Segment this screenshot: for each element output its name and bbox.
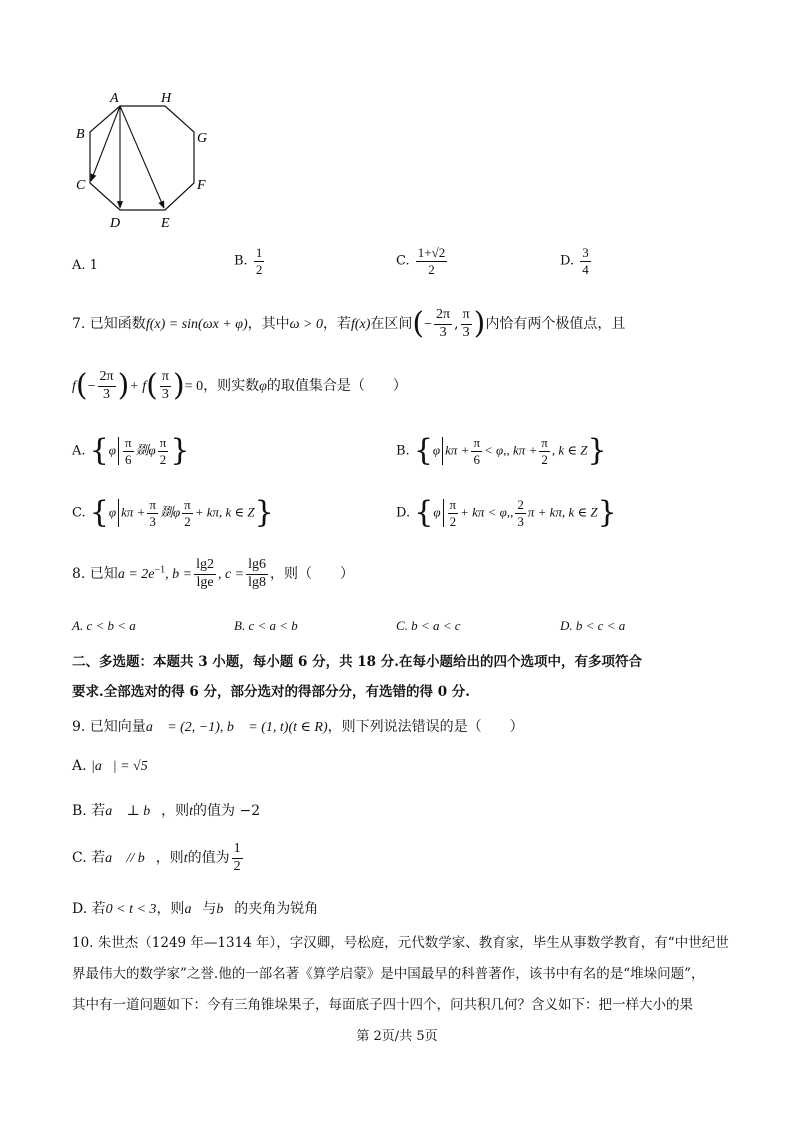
q7-line2-num1: 2π	[98, 370, 116, 387]
q9-option-a-letter: A.	[72, 758, 87, 774]
q7-option-a-phi: φ	[108, 442, 116, 458]
q6-option-c-den: 2	[428, 261, 435, 277]
q7-option-d-den2: 3	[517, 513, 524, 529]
q6-option-b-num: 1	[255, 245, 263, 260]
vertex-label-f: F	[197, 178, 206, 193]
q9-option-b-t: t	[189, 804, 194, 819]
q9-option-d-a: a⃗	[184, 902, 203, 917]
vertex-label-d: D	[110, 216, 121, 231]
q7-option-d: D. {φ $\frac{\pi}{2}$ + kπ < φ,, $\frac{2}{3}$ π + kπ, k ∈ Z}	[396, 495, 617, 531]
q7-option-b-den2: 2	[541, 451, 548, 467]
q6-option-c-num: 1+√2	[417, 245, 446, 260]
q9-option-d-mid: ，则	[156, 901, 185, 917]
q9-option-b-text: B. 若	[72, 803, 106, 819]
q8-b-den: lge	[196, 574, 214, 590]
q9-option-c-t: t	[183, 851, 188, 867]
q9-option-a-expr: |a⃗| = √5	[91, 759, 148, 774]
q7-option-d-mid: + kπ < φ,,	[460, 504, 514, 520]
q6-option-a: A. 1	[72, 258, 98, 273]
q7-line2-den1: 3	[103, 386, 111, 402]
q6-option-d-letter: D.	[560, 253, 575, 269]
q9-option-c-den: 2	[233, 858, 241, 874]
q9-stem	[72, 716, 524, 736]
q6-option-b	[234, 246, 266, 276]
q7-option-b-phi: φ	[432, 442, 441, 458]
q9-vectors: a⃗ = (2, −1), b⃗ = (1, t)(t ∈ R)	[145, 720, 328, 735]
q7-option-a-letter: A.	[72, 443, 86, 459]
q10-line1: 10. 朱世杰（1249 年—1314 年），字汉卿，号松庭，元代数学家、教育家，毕生从事数学教育，有“中世纪世	[72, 935, 729, 951]
vertex-label-b: B	[76, 127, 85, 142]
q7-option-b-k: kπ +	[445, 442, 470, 458]
q7-option-b-num2: π	[541, 435, 548, 450]
q7-option-d-letter: D.	[396, 505, 411, 521]
q7-option-d-den: 2	[449, 513, 457, 529]
q7-mid: ，其中	[247, 316, 290, 333]
vertex-label-a: A	[110, 91, 119, 106]
q9-option-d-expr: 0 < t < 3	[105, 902, 157, 917]
q6-option-b-letter: B.	[234, 253, 248, 269]
q7-suffix: 内恰有两个极值点，且	[485, 316, 626, 333]
q9-option-b-expr: a⃗ ⊥ b⃗	[105, 804, 162, 819]
q9-option-c-num: 1	[232, 842, 243, 859]
q7-option-a-num2: π	[159, 435, 167, 450]
q7-option-b-letter: B.	[396, 443, 410, 459]
q6-option-c	[396, 246, 449, 276]
octagon-figure	[70, 88, 220, 233]
q8-suffix: ，则（ ）	[270, 566, 355, 583]
q7-prefix: 7. 已知函数	[72, 316, 146, 333]
q8-a-sup: −1	[154, 564, 166, 576]
q7-option-a-den2: 2	[159, 451, 167, 467]
q7-line2-num2: π	[160, 370, 171, 387]
q7-stem-line2: f(− $\frac{2\pi}{3}$ )+ f( $\frac{\pi}{3}$ )= 0，则实数φ的取值集合是（ ）	[72, 368, 407, 404]
q7-option-a-mid: 剟φ	[135, 442, 156, 458]
q7-mid2: ，若	[322, 316, 351, 333]
q7-option-c-phi: φ	[108, 504, 117, 520]
q8-c-label: , c =	[217, 567, 245, 583]
q9-option-a	[72, 758, 148, 775]
q7-line2-eq: = 0	[184, 379, 204, 395]
q7-line2-neg: −	[87, 379, 96, 395]
q8-b-num: lg2	[194, 558, 216, 575]
q9-option-d-end: 的夹角为锐角	[234, 901, 319, 917]
q7-option-c-letter: C.	[72, 505, 86, 521]
page-footer: 第 2页/共 5页	[356, 1029, 438, 1044]
q8-option-a: A. c < b < a	[72, 618, 136, 633]
q6-option-d	[560, 246, 593, 276]
q10-line2: 界最伟大的数学家”之誉.他的一部名著《算学启蒙》是中国最早的科普著作，该书中有名的是“堆垛问题”，	[72, 966, 705, 982]
q7-condition: ω > 0	[289, 317, 323, 333]
vertex-label-e: E	[161, 216, 170, 231]
vertex-label-g: G	[197, 131, 208, 146]
q7-option-d-num2: 2	[517, 497, 524, 512]
q7-option-c-k: kπ +	[121, 504, 146, 520]
q7-option-c-mid: 剟φ	[159, 504, 181, 520]
q6-option-d-num: 3	[582, 245, 589, 260]
q9-option-c-expr: a⃗ // b⃗	[105, 851, 156, 867]
q7-line2-end: 的取值集合是（ ）	[266, 378, 407, 395]
vector-ae	[120, 106, 164, 208]
q7-option-a-num: π	[124, 435, 132, 450]
q7-option-d-phi: φ	[433, 504, 441, 520]
q7-interval-neg: −	[424, 317, 433, 333]
q6-option-c-letter: C.	[396, 253, 410, 269]
q9-option-b-end: 的值为 −2	[193, 803, 261, 819]
q8-option-c: C. b < a < c	[396, 618, 461, 633]
q7-option-b: B. {φ kπ + $\frac{\pi}{6}$ < φ,, kπ + $\frac{\pi}{2}$ , k ∈ Z}	[396, 433, 607, 469]
q9-option-d	[72, 898, 318, 918]
q8-c-den: lg8	[248, 574, 267, 590]
q7-option-c-den2: 2	[184, 513, 191, 529]
q7-option-b-den: 6	[473, 451, 480, 467]
q8-option-d: D. b < c < a	[560, 618, 626, 633]
q7-line2-den2: 3	[161, 386, 169, 402]
q9-option-b-mid: ，则	[161, 803, 190, 819]
q6-option-b-den: 2	[255, 261, 263, 277]
q9-option-c	[72, 842, 245, 874]
q8-a-expr: a = 2e	[117, 567, 155, 583]
q9-suffix: ，则下列说法错误的是（ ）	[327, 719, 524, 735]
q7-option-c-den: 3	[149, 513, 156, 529]
q9-option-c-end: 的值为	[187, 850, 230, 867]
q7-line2-plus: + f	[129, 379, 147, 395]
q9-option-b	[72, 800, 260, 820]
q10-line3: 其中有一道问题如下：今有三角锥垛果子，每面底子四十四个，问共积几何？含义如下：把一样大小的果	[72, 997, 693, 1013]
q7-option-b-end: , k ∈ Z	[551, 442, 588, 458]
q8-stem	[72, 558, 354, 590]
q8-b-label: , b =	[165, 567, 193, 583]
q8-option-b: B. c < a < b	[234, 618, 298, 633]
q8-prefix: 8. 已知	[72, 566, 118, 583]
q7-line2-phi: φ	[259, 379, 267, 395]
q7-option-d-num: π	[449, 497, 457, 512]
section2-heading-line1: 二、多选题：本题共 3 小题，每小题 6 分，共 18 分.在每小题给出的四个选项中，有多项符合	[72, 654, 642, 670]
section2-heading-line2: 要求.全部选对的得 6 分，部分选对的得部分分，有选错的得 0 分.	[72, 684, 470, 700]
q7-function: f(x) = sin(ωx + φ)	[145, 317, 248, 333]
q9-option-d-text: D. 若	[72, 901, 106, 917]
q7-interval-num2: π	[461, 308, 472, 325]
vertex-label-h: H	[161, 91, 172, 106]
q7-interval-den2: 3	[462, 324, 470, 340]
q7-option-a: A. {φ $\frac{\pi}{6}$ 剟φ $\frac{\pi}{2}$ }	[72, 433, 190, 469]
q7-option-c-num: π	[149, 497, 156, 512]
q7-option-b-mid: < φ,, kπ +	[484, 442, 538, 458]
q9-option-c-text: C. 若	[72, 850, 106, 867]
q8-c-num: lg6	[246, 558, 268, 575]
q9-option-d-b: b⃗	[216, 902, 235, 917]
q7-option-d-end: π + kπ, k ∈ Z	[527, 504, 598, 520]
q7-interval-den1: 3	[439, 324, 447, 340]
q7-option-c-num2: π	[184, 497, 191, 512]
q7-interval-sep: ,	[454, 316, 459, 333]
q6-option-d-den: 4	[582, 261, 589, 277]
q7-option-b-num: π	[473, 435, 481, 450]
q7-fx: f(x)	[350, 317, 371, 333]
q7-line2-suffix: ，则实数	[203, 378, 260, 395]
q9-prefix: 9. 已知向量	[72, 719, 146, 735]
q7-stem-line1: 7. 已知函数f(x) = sin(ωx + φ)，其中ω > 0，若f(x)在区间(− $\frac{2\pi}{3}$ , $\frac{\pi}{3}$ )内恰有两个极值点，且	[72, 306, 626, 342]
q7-option-c-end: + kπ, k ∈ Z	[194, 504, 255, 520]
q9-option-c-mid: ，则	[155, 850, 184, 867]
vertex-label-c: C	[76, 178, 86, 193]
vector-ac	[91, 106, 120, 181]
q9-option-d-with: 与	[202, 901, 217, 917]
q7-interval-num1: 2π	[434, 308, 452, 325]
q7-line2-f1: f	[72, 379, 76, 395]
q7-option-c: C. {φ kπ + $\frac{\pi}{3}$ 剟φ $\frac{\pi}{2}$ + kπ, k ∈ Z}	[72, 495, 274, 531]
q7-mid3: 在区间	[370, 316, 413, 333]
q7-option-a-den: 6	[125, 451, 132, 467]
